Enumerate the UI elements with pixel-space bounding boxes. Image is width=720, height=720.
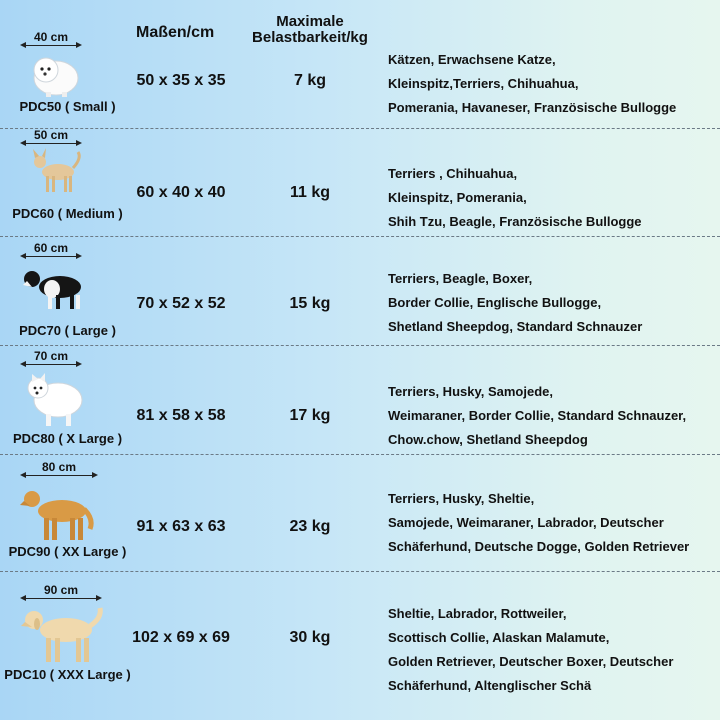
white-pomeranian-icon	[18, 52, 88, 98]
model-label: PDC70 ( Large )	[19, 323, 116, 338]
breed-list	[388, 267, 718, 339]
length-ruler	[20, 243, 82, 257]
ruler-arrow	[22, 143, 80, 144]
ruler-label: 60 cm	[33, 241, 69, 255]
model-label: PDC10 ( XXX Large )	[4, 667, 131, 682]
breed-line: Kleinspitz,Terriers, Chihuahua,	[388, 76, 579, 91]
ruler-label: 50 cm	[33, 128, 69, 142]
breed-line: Golden Retriever, Deutscher Boxer, Deutscher	[388, 654, 674, 669]
size-row-xxx-large	[0, 572, 720, 720]
load-value: 17 kg	[289, 407, 331, 424]
labrador-icon	[18, 604, 104, 664]
dimensions-header: Maßen/cm	[136, 24, 215, 41]
breed-line: Chow.chow, Shetland Sheepdog	[388, 432, 588, 447]
breed-line: Border Collie, Englische Bullogge,	[388, 295, 602, 310]
load-value: 30 kg	[289, 629, 331, 646]
load-value: 11 kg	[289, 184, 331, 201]
ruler-arrow	[22, 598, 100, 599]
breed-line: Kleinspitz, Pomerania,	[388, 190, 527, 205]
ruler-arrow	[22, 45, 80, 46]
chihuahua-icon	[18, 148, 88, 194]
length-ruler	[20, 585, 102, 599]
load-value: 23 kg	[289, 518, 331, 535]
size-row-xx-large	[0, 455, 720, 571]
ruler-label: 40 cm	[33, 30, 69, 44]
model-label: PDC90 ( XX Large )	[8, 544, 127, 559]
breed-list	[388, 48, 718, 120]
breed-line: Terriers, Husky, Samojede,	[388, 384, 553, 399]
breed-line: Pomerania, Havaneser, Französische Bullogge	[388, 100, 677, 115]
breed-line: Terriers, Husky, Sheltie,	[388, 491, 535, 506]
dimensions-value: 60 x 40 x 40	[136, 184, 226, 201]
breed-line: Terriers, Beagle, Boxer,	[388, 271, 533, 286]
breed-line: Weimaraner, Border Collie, Standard Schnauzer,	[388, 408, 687, 423]
model-label: PDC80 ( X Large )	[12, 431, 123, 446]
load-header-line1: Maximale	[276, 13, 344, 30]
ruler-label: 90 cm	[43, 583, 79, 597]
breed-line: Schäferhund, Altenglischer Schä	[388, 678, 592, 693]
dimensions-value: 91 x 63 x 63	[136, 518, 226, 535]
length-ruler	[20, 351, 82, 365]
ruler-label: 80 cm	[41, 460, 77, 474]
ruler-arrow	[22, 475, 96, 476]
breed-list	[388, 162, 718, 234]
load-header-line2: Belastbarkeit/kg	[252, 29, 368, 46]
samoyed-icon	[18, 372, 88, 428]
ruler-label: 70 cm	[33, 349, 69, 363]
breed-line: Terriers , Chihuahua,	[388, 166, 518, 181]
size-row-small	[0, 0, 720, 128]
size-row-large	[0, 237, 720, 345]
dimensions-value: 81 x 58 x 58	[136, 407, 226, 424]
breed-line: Kätzen, Erwachsene Katze,	[388, 52, 556, 67]
breed-line: Samojede, Weimaraner, Labrador, Deutscher	[388, 515, 664, 530]
length-ruler	[20, 32, 82, 46]
ruler-arrow	[22, 364, 80, 365]
border-collie-icon	[18, 265, 88, 311]
breed-list	[388, 487, 718, 559]
length-ruler	[20, 462, 98, 476]
dimensions-value: 70 x 52 x 52	[136, 295, 226, 312]
golden-retriever-icon	[18, 485, 96, 543]
breed-line: Sheltie, Labrador, Rottweiler,	[388, 606, 567, 621]
breed-line: Shih Tzu, Beagle, Französische Bullogge	[388, 214, 642, 229]
load-value: 15 kg	[289, 295, 331, 312]
ruler-arrow	[22, 256, 80, 257]
breed-line: Scottisch Collie, Alaskan Malamute,	[388, 630, 610, 645]
breed-list	[388, 380, 718, 452]
breed-line: Schäferhund, Deutsche Dogge, Golden Retriever	[388, 539, 690, 554]
dimensions-value: 102 x 69 x 69	[132, 629, 230, 646]
length-ruler	[20, 130, 82, 144]
breed-line: Shetland Sheepdog, Standard Schnauzer	[388, 319, 643, 334]
dimensions-value: 50 x 35 x 35	[136, 72, 226, 89]
load-value: 7 kg	[293, 72, 326, 89]
model-label: PDC60 ( Medium )	[12, 206, 123, 221]
breed-list	[388, 602, 718, 698]
size-row-medium	[0, 129, 720, 236]
model-label: PDC50 ( Small )	[19, 99, 116, 114]
size-row-x-large	[0, 346, 720, 454]
